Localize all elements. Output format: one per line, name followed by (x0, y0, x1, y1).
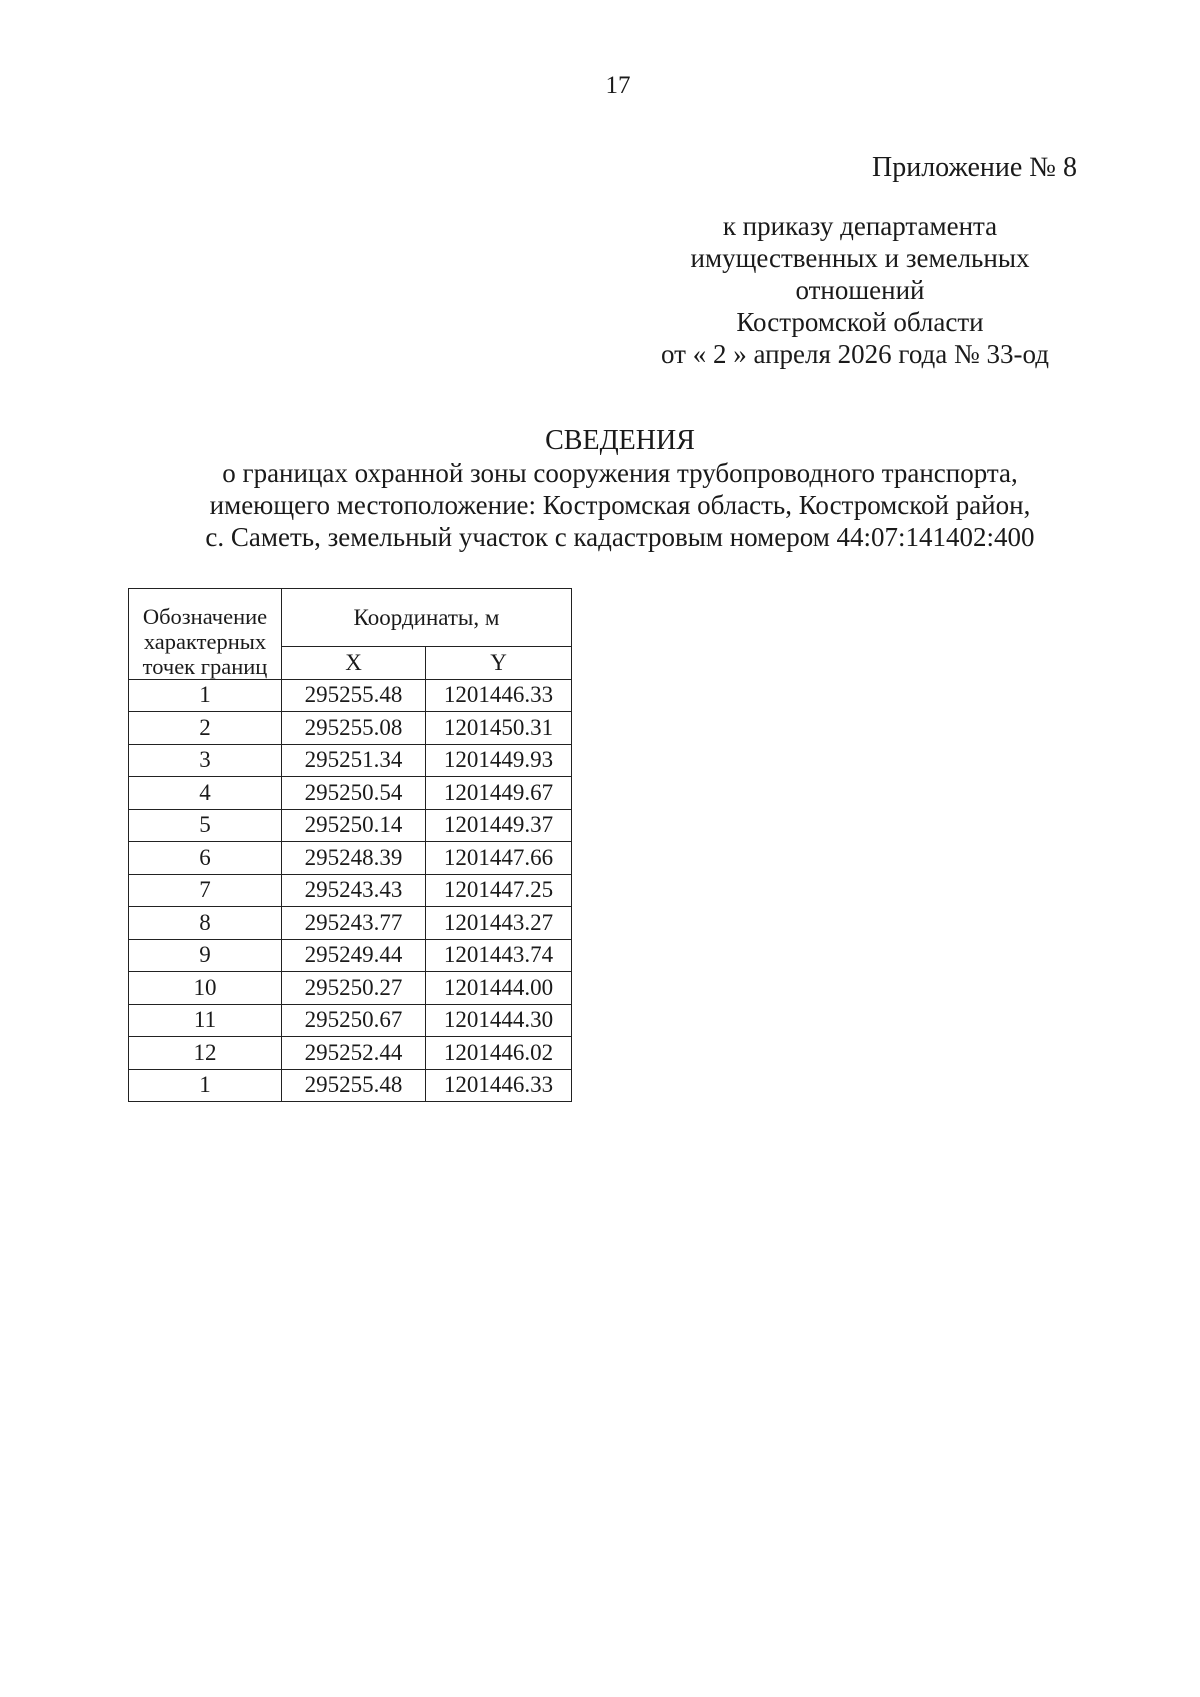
cell-point: 11 (129, 1004, 282, 1037)
page-number: 17 (605, 72, 631, 99)
cell-x: 295250.27 (282, 972, 426, 1005)
cell-x: 295255.48 (282, 1069, 426, 1102)
cell-x: 295243.77 (282, 907, 426, 940)
heading-subtitle-line: о границах охранной зоны сооружения трубопроводного транспорта, (222, 458, 1018, 488)
table-row (129, 1069, 572, 1102)
header-x: X (282, 647, 426, 680)
table-header-row (129, 589, 572, 647)
cell-y: 1201443.74 (426, 939, 572, 972)
cell-y: 1201449.93 (426, 744, 572, 777)
cell-point: 9 (129, 939, 282, 972)
cell-x: 295255.08 (282, 712, 426, 745)
cell-y: 1201449.67 (426, 777, 572, 810)
table-row (129, 679, 572, 712)
cell-point: 8 (129, 907, 282, 940)
table-row (129, 972, 572, 1005)
order-line: к приказу департамента (722, 211, 998, 241)
table-row (129, 712, 572, 745)
table-row (129, 874, 572, 907)
cell-point: 5 (129, 809, 282, 842)
table-row (129, 842, 572, 875)
cell-point: 6 (129, 842, 282, 875)
cell-y: 1201447.25 (426, 874, 572, 907)
cell-y: 1201446.02 (426, 1037, 572, 1070)
cell-point: 10 (129, 972, 282, 1005)
cell-y: 1201444.00 (426, 972, 572, 1005)
cell-x: 295251.34 (282, 744, 426, 777)
table-row (129, 939, 572, 972)
table-row (129, 1004, 572, 1037)
cell-point: 7 (129, 874, 282, 907)
cell-y: 1201450.31 (426, 712, 572, 745)
cell-y: 1201444.30 (426, 1004, 572, 1037)
order-date-line: от « 2 » апреля 2026 года № 33-од (661, 339, 1049, 369)
table-row (129, 744, 572, 777)
table-row (129, 777, 572, 810)
cell-point: 1 (129, 679, 282, 712)
appendix-title: Приложение № 8 (872, 152, 1077, 183)
table-body (129, 679, 572, 1102)
cell-y: 1201446.33 (426, 1069, 572, 1102)
cell-point: 3 (129, 744, 282, 777)
cell-x: 295249.44 (282, 939, 426, 972)
table-row (129, 809, 572, 842)
cell-x: 295252.44 (282, 1037, 426, 1070)
coordinates-table (128, 588, 572, 1102)
header-point-designation: Обозначение характерных точек границ (129, 589, 282, 680)
header-y: Y (426, 647, 572, 680)
cell-point: 1 (129, 1069, 282, 1102)
order-line: имущественных и земельных (690, 243, 1030, 273)
order-line: Костромской области (736, 307, 984, 337)
section-heading (130, 425, 1110, 553)
table-row (129, 907, 572, 940)
cell-y: 1201446.33 (426, 679, 572, 712)
cell-y: 1201443.27 (426, 907, 572, 940)
cell-point: 2 (129, 712, 282, 745)
cell-x: 295250.67 (282, 1004, 426, 1037)
order-reference (580, 210, 1140, 370)
heading-title: СВЕДЕНИЯ (545, 425, 695, 456)
cell-x: 295250.14 (282, 809, 426, 842)
order-line: отношений (795, 275, 925, 305)
cell-x: 295243.43 (282, 874, 426, 907)
cell-x: 295255.48 (282, 679, 426, 712)
cell-x: 295250.54 (282, 777, 426, 810)
cell-point: 12 (129, 1037, 282, 1070)
cell-y: 1201449.37 (426, 809, 572, 842)
cell-x: 295248.39 (282, 842, 426, 875)
cell-point: 4 (129, 777, 282, 810)
table-row (129, 1037, 572, 1070)
cell-y: 1201447.66 (426, 842, 572, 875)
header-coordinates: Координаты, м (282, 589, 572, 647)
heading-subtitle-line: с. Саметь, земельный участок с кадастровым номером 44:07:141402:400 (205, 522, 1035, 552)
heading-subtitle-line: имеющего местоположение: Костромская область, Костромской район, (209, 490, 1031, 520)
